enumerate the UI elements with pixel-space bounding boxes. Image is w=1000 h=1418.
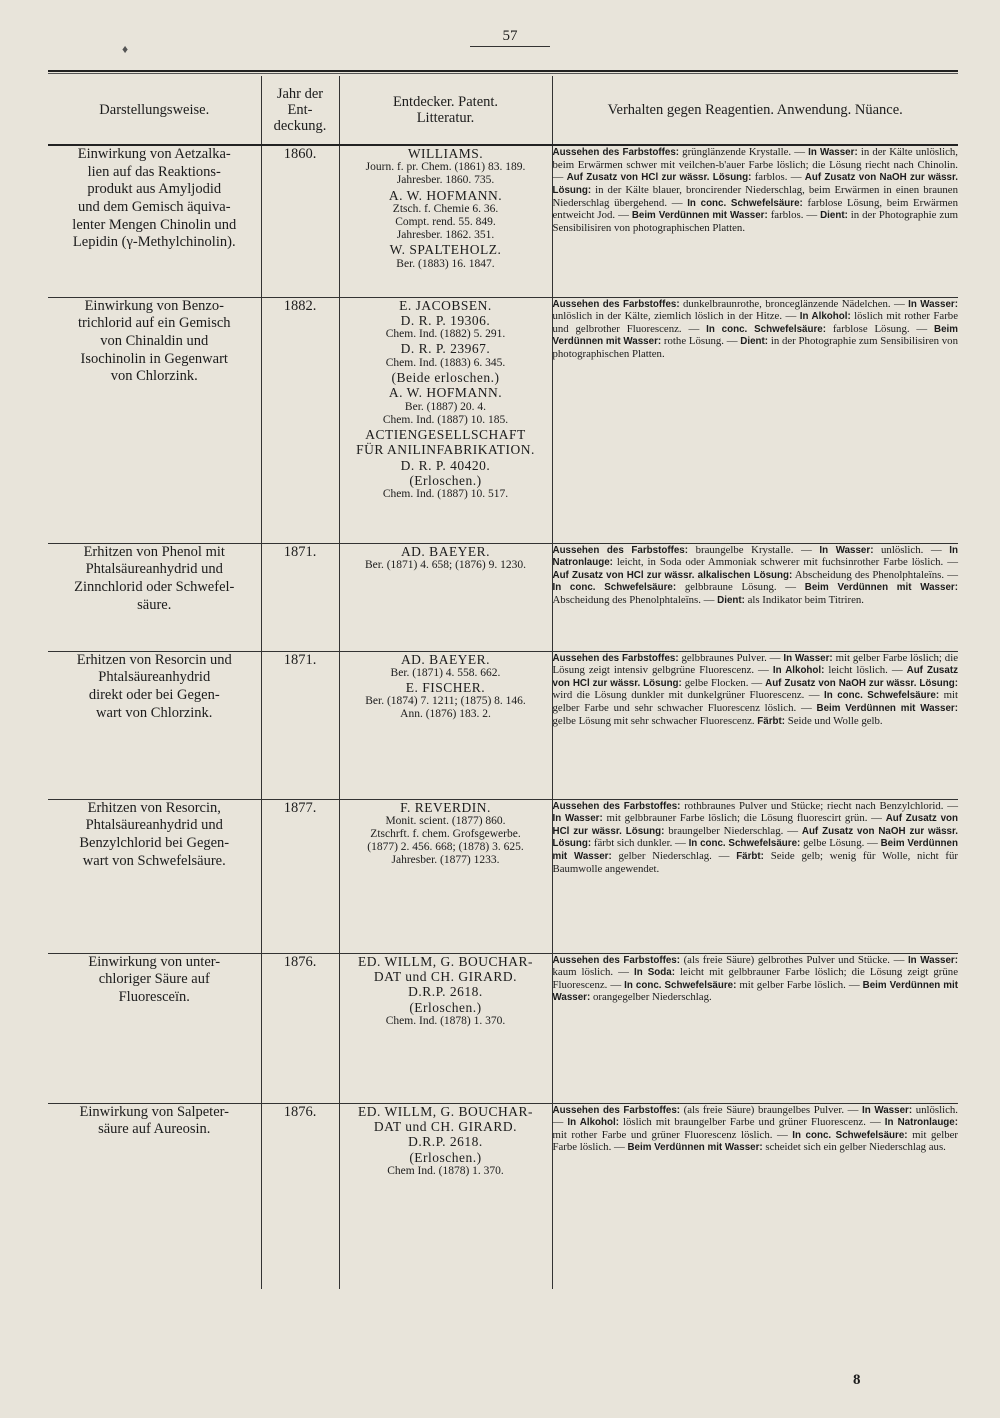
reaction-text: in der Photographie zum Sensibilisiren von photographischen Platten. xyxy=(552,335,958,360)
reactions-cell xyxy=(552,799,958,953)
reagent-label: Auf Zusatz von NaOH zur wässr. Lösung: xyxy=(552,825,959,850)
method-cell xyxy=(48,145,261,297)
reagent-label: Auf Zusatz von HCl zur wässr. Lösung: xyxy=(566,172,752,184)
discoverer-name: A. W. HOFMANN. xyxy=(388,385,503,401)
literature-ref: Ann. (1876) 183. 2. xyxy=(400,708,491,721)
reagent-label: Aussehen des Farbstoffes: xyxy=(552,652,679,664)
reaction-text: leicht, in Soda oder Ammoniak schwerer mit fuchsinrother Farbe löslich. — xyxy=(612,556,958,569)
reagent-label: Dient: xyxy=(820,210,848,222)
method-line: wart von Schwefelsäure. xyxy=(82,852,226,869)
literature-ref: Compt. rend. 55. 849. xyxy=(395,216,496,229)
reagent-label: Auf Zusatz von HCl zur wässr. Lösung: xyxy=(552,665,958,689)
reagent-label: Beim Verdünnen mit Wasser: xyxy=(627,1142,763,1154)
year-cell: 1877. xyxy=(261,799,339,953)
year-cell: 1876. xyxy=(261,1103,339,1289)
table-row xyxy=(48,799,958,953)
literature-ref: Ber. (1874) 7. 1211; (1875) 8. 146. xyxy=(365,695,526,708)
reaction-text: leicht löslich. — xyxy=(824,664,907,677)
discoverer-name: E. JACOBSEN. xyxy=(399,297,492,313)
discoverer-cell xyxy=(339,297,552,543)
method-line: Isochinolin in Gegenwart xyxy=(80,350,228,367)
discoverer-cell xyxy=(339,799,552,953)
method-line: Phtalsäureanhydrid und xyxy=(85,561,223,578)
table-row xyxy=(48,145,958,297)
reagent-label: Aussehen des Farbstoffes: xyxy=(552,544,689,556)
reaction-text: färbt sich dunkler. — xyxy=(591,837,689,850)
reaction-text: gelbe Lösung. — xyxy=(800,837,881,850)
reagent-label: In conc. Schwefelsäure: xyxy=(706,323,826,335)
method-line: Einwirkung von unter- xyxy=(88,953,221,970)
header-year-line: Ent- xyxy=(287,101,313,118)
header-reactions: Verhalten gegen Reagentien. Anwendung. Nüance. xyxy=(552,76,958,145)
discoverer-name: AD. BAEYER. xyxy=(400,651,491,667)
reaction-text: gelbe Lösung mit sehr schwacher Fluorescenz. xyxy=(552,714,758,727)
method-line: Fluoresceïn. xyxy=(118,988,190,1005)
table-row xyxy=(48,1103,958,1289)
reagent-label: In Natronlauge: xyxy=(552,544,958,569)
reactions-cell xyxy=(552,543,958,651)
reaction-text: in der Photographie zum Sensibilisiren von photographischen Platten. xyxy=(552,209,958,234)
method-cell xyxy=(48,953,261,1103)
reagent-label: In Natronlauge: xyxy=(884,1117,958,1129)
reaction-text: Abscheidung des Phenolphtaleïns. — xyxy=(552,594,718,606)
reaction-text: löslich mit braungelber Farbe und grüner Fluorescenz. — xyxy=(618,1116,885,1129)
reagent-label: Auf Zusatz von HCl zur wässr. Lösung: xyxy=(552,813,958,837)
reaction-text: farblose Lösung, beim Erwärmen entweicht Jod. — xyxy=(552,196,958,222)
reaction-text: farblos. — xyxy=(767,209,821,222)
table-row xyxy=(48,651,958,799)
discoverer-name: FÜR ANILINFABRIKATION. xyxy=(356,442,535,458)
discoverer-name: D.R.P. 2618. xyxy=(408,1134,483,1150)
header-discoverer xyxy=(339,76,552,145)
header-method: Darstellungsweise. xyxy=(48,76,261,145)
header-year-line: Jahr der xyxy=(276,85,324,102)
literature-ref: Ztsch. f. Chemie 6. 36. xyxy=(392,202,499,215)
method-line: Lepidin (γ-Methylchinolin). xyxy=(72,234,236,251)
discoverer-cell xyxy=(339,145,552,297)
reaction-text: rothe Lösung. — xyxy=(661,335,741,348)
reaction-text: als Indikator beim Titriren. xyxy=(744,594,864,606)
method-line: Phtalsäureanhydrid und xyxy=(85,817,223,834)
reagent-label: Beim Verdünnen mit Wasser: xyxy=(816,703,958,714)
method-line: chloriger Säure auf xyxy=(98,971,210,988)
literature-ref: Ztschrft. f. chem. Grofsgewerbe. xyxy=(370,827,521,840)
reagent-label: In conc. Schwefelsäure: xyxy=(552,582,677,594)
reaction-text: wird die Lösung dunkler mit dunkelgrüner Fluorescenz. — xyxy=(552,689,825,702)
reaction-text: mit gelber Farbe löslich. — xyxy=(552,1128,958,1154)
literature-ref: Ber. (1883) 16. 1847. xyxy=(396,257,495,270)
method-cell xyxy=(48,543,261,651)
header-year-line: deckung. xyxy=(273,118,327,135)
literature-ref: Jahresber. 1862. 351. xyxy=(396,229,495,242)
method-line: Einwirkung von Aetzalka- xyxy=(77,146,231,162)
method-line: Einwirkung von Benzo- xyxy=(84,297,224,314)
reagent-label: In Wasser: xyxy=(819,544,874,556)
discoverer-name: (Beide erloschen.) xyxy=(391,369,500,385)
literature-ref: Jahresber. 1860. 735. xyxy=(396,174,495,187)
top-rule-thin xyxy=(48,73,958,74)
discoverer-name: F. REVERDIN. xyxy=(400,799,491,815)
discoverer-name: ED. WILLM, G. BOUCHAR- xyxy=(358,1103,533,1119)
reaction-text: scheidet sich ein gelber Niederschlag aus. xyxy=(762,1141,946,1154)
discoverer-cell xyxy=(339,543,552,651)
reaction-text: in der Kälte blauer, broncirender Niederschlag, beim Erwärmen in einen braunen Niederschlag übergehend. — xyxy=(552,183,958,209)
reagent-label: In Wasser: xyxy=(552,813,603,825)
page-footer-number: 8 xyxy=(853,1372,861,1388)
reagent-label: In conc. Schwefelsäure: xyxy=(792,1129,908,1141)
discoverer-name: D. R. P. 23967. xyxy=(400,341,491,357)
literature-ref: Chem. Ind. (1883) 6. 345. xyxy=(385,356,506,369)
reaction-text: gelbbraune Lösung. — xyxy=(676,581,805,594)
literature-ref: Chem. Ind. (1887) 10. 517. xyxy=(382,488,509,501)
reactions-cell xyxy=(552,297,958,543)
reaction-text: unlöslich. — xyxy=(873,543,950,556)
reaction-text: mit rother Farbe und grüner Fluorescenz löslich. — xyxy=(552,1128,793,1141)
method-line: direkt oder bei Gegen- xyxy=(88,686,220,703)
reaction-text: farblose Lösung. — xyxy=(826,322,935,335)
page-number-rule xyxy=(470,46,550,47)
reagent-label: In conc. Schwefelsäure: xyxy=(687,197,803,209)
method-line: lenter Mengen Chinolin und xyxy=(72,216,237,233)
discoverer-name: DAT und CH. GIRARD. xyxy=(373,968,518,984)
discoverer-name: D. R. P. 40420. xyxy=(400,457,491,473)
reagent-label: Aussehen des Farbstoffes: xyxy=(552,800,681,812)
reagent-label: In conc. Schwefelsäure: xyxy=(824,690,940,702)
table-row xyxy=(48,953,958,1103)
reagent-label: Aussehen des Farbstoffes: xyxy=(552,298,680,310)
reaction-text: gelbe Flocken. — xyxy=(681,676,766,689)
discoverer-name: ED. WILLM, G. BOUCHAR- xyxy=(358,953,533,969)
reaction-text: mit gelber Farbe löslich. — xyxy=(736,978,863,991)
literature-ref: Chem Ind. (1878) 1. 370. xyxy=(387,1165,504,1177)
table-row xyxy=(48,297,958,543)
reagent-label: In Wasser: xyxy=(808,147,858,158)
discoverer-name: AD. BAEYER. xyxy=(400,543,491,559)
reaction-text: unlöslich in der Kälte, ziemlich löslich in der Hitze. — xyxy=(552,310,800,323)
literature-ref: Chem. Ind. (1887) 10. 185. xyxy=(382,413,509,426)
discoverer-cell xyxy=(339,953,552,1103)
literature-ref: Chem. Ind. (1882) 5. 291. xyxy=(385,328,506,341)
method-cell xyxy=(48,799,261,953)
table-header-row xyxy=(48,76,958,145)
method-line: Erhitzen von Resorcin, xyxy=(87,799,221,816)
literature-ref: Ber. (1871) 4. 558. 662. xyxy=(390,666,501,679)
method-line: lien auf das Reaktions- xyxy=(87,163,221,180)
reagent-label: In Alkohol: xyxy=(567,1117,619,1129)
reagent-label: Aussehen des Farbstoffes: xyxy=(552,147,680,158)
method-line: säure. xyxy=(137,596,172,613)
reagent-label: Auf Zusatz von HCl zur wässr. alkalischen Lösung: xyxy=(552,569,793,581)
reagent-label: Aussehen des Farbstoffes: xyxy=(552,1104,681,1116)
reaction-text: kaum löslich. — xyxy=(552,966,634,979)
page-number: 57 xyxy=(502,28,518,44)
discoverer-name: (Erloschen.) xyxy=(409,999,482,1015)
reaction-text: braungelber Niederschlag. — xyxy=(664,824,802,837)
reaction-text: (als freie Säure) braungelbes Pulver. — xyxy=(680,1103,863,1116)
method-cell xyxy=(48,1103,261,1289)
literature-ref: Chem. Ind. (1878) 1. 370. xyxy=(385,1015,506,1027)
discoverer-cell xyxy=(339,1103,552,1289)
reaction-text: gelber Niederschlag. — xyxy=(611,850,737,862)
reaction-text: braungelbe Krystalle. — xyxy=(688,543,820,556)
reaction-text: rothbraunes Pulver und Stücke; riecht nach Benzylchlorid. — xyxy=(680,799,958,812)
reaction-text: mit gelbbrauner Farbe löslich; die Lösung fluorescirt grün. — xyxy=(602,812,886,825)
reagent-label: In Soda: xyxy=(633,967,675,979)
reagent-label: In Wasser: xyxy=(862,1104,913,1116)
method-line: Phtalsäureanhydrid xyxy=(98,669,211,686)
literature-ref: Ber. (1887) 20. 4. xyxy=(404,400,487,413)
discoverer-name: E. FISCHER. xyxy=(405,679,486,695)
reagent-label: Beim Verdünnen mit Wasser: xyxy=(552,838,958,862)
table-row xyxy=(48,543,958,651)
reaction-text: in der Kälte unlöslich, beim Erwärmen schwer mit veilchen-b'auer Farbe löslich; die Lösung riecht nach Chinolin. — xyxy=(552,146,958,184)
literature-ref: Monit. scient. (1877) 860. xyxy=(385,814,506,827)
reaction-text: gelbbraunes Pulver. — xyxy=(678,651,784,664)
literature-ref: Jahresber. (1877) 1233. xyxy=(391,854,500,867)
dye-table xyxy=(48,76,958,1289)
reagent-label: Färbt: xyxy=(757,715,786,727)
reagent-label: In conc. Schwefelsäure: xyxy=(688,838,801,850)
reagent-label: Färbt: xyxy=(736,851,764,862)
method-line: von Chlorzink. xyxy=(110,368,198,385)
reagent-label: Beim Verdünnen mit Wasser: xyxy=(804,582,958,594)
reagent-label: Auf Zusatz von NaOH zur wässr. Lösung: xyxy=(552,172,958,196)
reaction-text: mit gelber Farbe und sehr schwacher Fluorescenz löslich. — xyxy=(552,689,958,714)
discoverer-name: D. R. P. 19306. xyxy=(400,312,491,328)
reagent-label: In Wasser: xyxy=(908,298,958,310)
reagent-label: In Wasser: xyxy=(907,954,959,966)
method-line: und dem Gemisch äquiva- xyxy=(77,199,231,216)
reagent-label: Aussehen des Farbstoffes: xyxy=(552,954,681,966)
discoverer-name: (Erloschen.) xyxy=(409,472,482,488)
reaction-text: unlöslich. — xyxy=(552,1103,958,1129)
method-line: Einwirkung von Salpeter- xyxy=(79,1103,229,1120)
year-cell: 1876. xyxy=(261,953,339,1103)
reactions-cell xyxy=(552,145,958,297)
reaction-text: Seide gelb; wenig für Wolle, nicht für Baumwolle angewendet. xyxy=(552,850,958,875)
method-line: wart von Chlorzink. xyxy=(96,704,213,721)
literature-ref: (1877) 2. 456. 668; (1878) 3. 625. xyxy=(367,841,524,854)
reagent-label: Dient: xyxy=(717,595,745,606)
year-cell: 1860. xyxy=(261,145,339,297)
discoverer-name: D.R.P. 2618. xyxy=(408,984,483,1000)
reagent-label: Beim Verdünnen mit Wasser: xyxy=(552,323,958,348)
reagent-label: In conc. Schwefelsäure: xyxy=(624,979,737,991)
method-line: säure auf Aureosin. xyxy=(98,1121,211,1138)
reactions-cell xyxy=(552,953,958,1103)
reactions-cell xyxy=(552,1103,958,1289)
reaction-text: leicht mit gelbbrauner Farbe löslich; die Lösung zeigt grüne Fluorescenz. — xyxy=(552,966,958,991)
header-discoverer-line: Litteratur. xyxy=(416,110,475,126)
method-line: von Chinaldin und xyxy=(100,332,209,349)
reagent-label: In Alkohol: xyxy=(772,665,825,677)
reaction-text: dunkelbraunrothe, bronceglänzende Nädelchen. — xyxy=(679,297,909,310)
reagent-label: In Wasser: xyxy=(783,652,833,664)
method-line: Benzylchlorid bei Gegen- xyxy=(79,834,230,851)
discoverer-name: (Erloschen.) xyxy=(409,1149,482,1165)
top-rule xyxy=(48,70,958,72)
reaction-text: orangegelber Niederschlag. xyxy=(590,991,712,1004)
reagent-label: Beim Verdünnen mit Wasser: xyxy=(552,979,958,1004)
method-cell xyxy=(48,297,261,543)
discoverer-name: A. W. HOFMANN. xyxy=(388,187,503,203)
method-line: Erhitzen von Resorcin und xyxy=(76,651,232,668)
reaction-text: farblos. — xyxy=(751,171,805,184)
reagent-label: In Alkohol: xyxy=(799,311,851,323)
reagent-label: Beim Verdünnen mit Wasser: xyxy=(631,210,768,222)
year-cell: 1871. xyxy=(261,651,339,799)
reagent-label: Dient: xyxy=(740,336,769,348)
reaction-text: mit gelber Farbe löslich; die Lösung zeigt intensiv gelbgrüne Fluorescenz. — xyxy=(552,651,958,677)
reaction-text: Seide und Wolle gelb. xyxy=(785,714,883,727)
discoverer-cell xyxy=(339,651,552,799)
literature-ref: Ber. (1871) 4. 658; (1876) 9. 1230. xyxy=(365,558,526,571)
method-line: Zinnchlorid oder Schwefel- xyxy=(74,578,235,595)
literature-ref: Journ. f. pr. Chem. (1861) 83. 189. xyxy=(365,161,526,174)
method-line: Erhitzen von Phenol mit xyxy=(83,543,225,560)
year-cell: 1882. xyxy=(261,297,339,543)
discoverer-name: DAT und CH. GIRARD. xyxy=(373,1118,518,1134)
page-speck: ♦ xyxy=(122,42,129,56)
header-year xyxy=(261,76,339,145)
reagent-label: Auf Zusatz von NaOH zur wässr. Lösung: xyxy=(765,677,958,689)
reaction-text: (als freie Säure) gelbrothes Pulver und Stücke. — xyxy=(680,953,908,966)
reaction-text: löslich mit rother Farbe und gelbrother Fluorescenz. — xyxy=(552,310,958,335)
reaction-text: Abscheidung des Phenolphtaleïns. — xyxy=(792,568,958,581)
reactions-cell xyxy=(552,651,958,799)
reaction-text: grünglänzende Krystalle. — xyxy=(679,146,809,158)
header-discoverer-line: Entdecker. Patent. xyxy=(392,93,499,110)
method-line: trichlorid auf ein Gemisch xyxy=(77,315,231,332)
discoverer-name: WILLIAMS. xyxy=(407,146,484,161)
method-cell xyxy=(48,651,261,799)
discoverer-name: W. SPALTEHOLZ. xyxy=(389,242,502,258)
method-line: produkt aus Amyljodid xyxy=(87,181,222,198)
year-cell: 1871. xyxy=(261,543,339,651)
discoverer-name: ACTIENGESELLSCHAFT xyxy=(365,426,526,442)
